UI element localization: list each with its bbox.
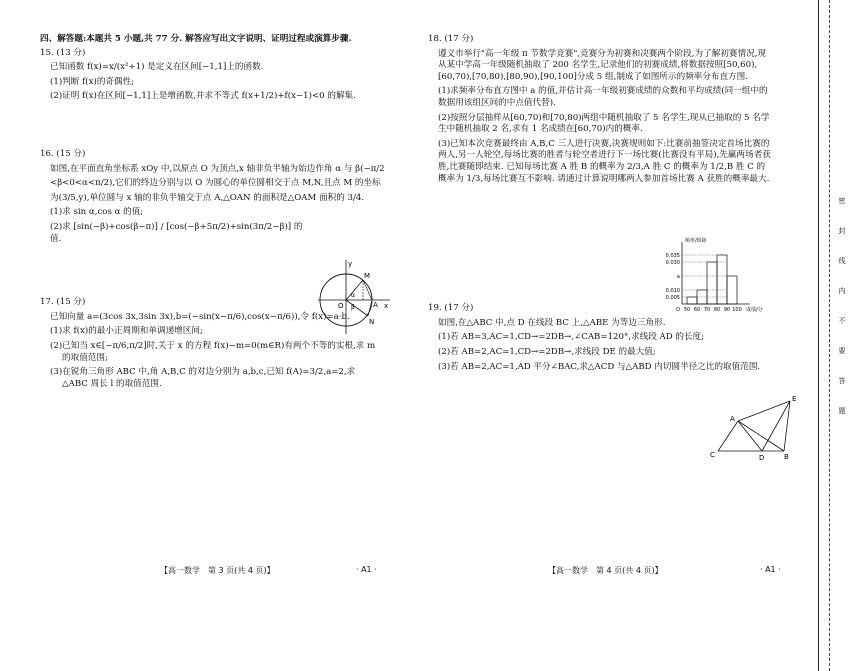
q18-frequency-histogram (642, 236, 792, 316)
q16-stem-line1: 如图,在平面直角坐标系 xOy 中,以原点 O 为顶点,x 轴非负半轴为始边作角 α 与 β(−π/2 (50, 163, 385, 174)
page3-footer-code: · A1 · (356, 565, 377, 574)
q19-part2: (2)若 AB=2,AC=1,CD→=2DB→,求线段 DE 的最大值; (438, 346, 656, 357)
binding-char-7: 答 (838, 377, 846, 385)
q17-stem: 已知向量 a=(3cos 3x,3sin 3x),b=(−sin(x−π/6),cos(x−π/6)),令 f(x)=a·b. (50, 311, 350, 322)
q16-stem-line2: <β<0<α<π/2),它们的终边分别与以 O 为圆心的单位圆相交于点 M,N,且点 M 的坐标 (50, 178, 381, 189)
right-column (428, 34, 773, 373)
q16-stem-line3: 为(3/5,y),单位圆与 x 轴的非负半轴交于点 A,△OAN 的面积是△OAM 面积的 3/4. (50, 192, 365, 203)
fig19-label-d: D (759, 454, 765, 462)
q15-stem: 已知函数 f(x)=x/(x²+1) 是定义在区间[−1,1]上的函数. (50, 62, 264, 73)
left-column (40, 34, 392, 390)
q17-part3-line1: (3)在锐角三角形 ABC 中,角 A,B,C 的对边分别为 a,b,c,已知 f(A)=3/2,a=2,求 (50, 367, 356, 378)
hist-x-axis-label: 成绩/分 (746, 307, 763, 313)
hist-xtick-label-80: 80 (713, 307, 721, 313)
fig19-label-c: C (710, 451, 715, 459)
q16-title: 16. (15 分) (40, 148, 86, 159)
hist-origin-label: O (676, 307, 680, 313)
q18-part3: (3)已知本次竞赛最终由 A,B,C 三人进行决赛,决赛规则如下:比赛前抽签决定首场比赛的两人,另一人轮空,每场比赛的胜者与轮空者进行下一场比赛(比赛没有平局),先赢两场者获胜,比赛随即结束. 已知每场比赛 A 胜 B 的概率为 2/3,A 胜 C 的概率为 1/2,B 胜 C 的概率为 1/3,每场比赛互不影响. 请通过计算说明哪两人参加首场比赛 A 获胜的概率最大. (438, 138, 771, 184)
q17-title: 17. (15 分) (40, 297, 86, 308)
q16-part2: (2)求 [sin(−β)+cos(β−π)] / [cos(−β+5π/2)+sin(3π/2−β)] 的值. (50, 221, 303, 244)
q18-stem: 遵义市举行"高一年级 π 节数学竞赛",竞赛分为初赛和决赛两个阶段,为了解初赛情况,现从某中学高一年级随机抽取了 200 名学生,记录他们的初赛成绩,将数据按照[50,60),[60,70),[70,80),[80,90),[90,100]分成 5 组,制成了如图所示的频率分布直方图. (438, 48, 766, 82)
binding-char-3: 线 (838, 257, 846, 265)
q17-part2-line2: 的取值范围; (62, 352, 108, 363)
q16-part1: (1)求 sin α,cos α 的值; (50, 207, 144, 218)
fig16-label-o: O (338, 302, 344, 310)
fig16-label-y: y (348, 260, 353, 268)
page4-footer-code: · A1 · (760, 565, 781, 574)
q17-part2-line1: (2)已知当 x∈[−π/6,π/2]时,关于 x 的方程 f(x)−m=0(m∈R)有两个不等的实根,求 m (50, 340, 376, 351)
binding-char-4: 内 (838, 287, 846, 295)
hist-xtick-label-50: 50 (683, 307, 691, 313)
hist-xtick-label-60: 60 (693, 307, 701, 313)
q15-part2: (2)证明 f(x)在区间[−1,1]上是增函数,并求不等式 f(x+1/2)+f(x−1)<0 的解集. (50, 91, 356, 102)
q17-part1: (1)求 f(x)的最小正周期和单调递增区间; (50, 326, 203, 337)
q18-part1: (1)求频率分布直方图中 a 的值,并估计高一年级初赛成绩的众数和平均成绩(同一组中的数据用该组区间的中点值代替). (438, 86, 768, 108)
section-header: 四、解答题:本题共 5 小题,共 77 分. 解答应写出文字说明、证明过程或演算步骤. (40, 34, 352, 44)
hist-xtick-label-70: 70 (703, 307, 711, 313)
fig16-label-m: M (364, 272, 371, 280)
fig19-label-e: E (792, 395, 797, 403)
page3-footer: 【高一数学 第 3 页(共 4 页)】 (160, 566, 275, 575)
fig16-label-a: A (373, 301, 378, 309)
binding-char-5: 不 (838, 317, 846, 325)
hist-bar-50 (687, 297, 697, 304)
fig16-label-beta: β (351, 304, 355, 311)
hist-xtick-label-90: 90 (723, 307, 731, 313)
hist-ytick-label-3: 0.010 (665, 288, 680, 294)
q15-title: 15. (13 分) (40, 47, 86, 58)
hist-bar-70 (707, 262, 717, 304)
fig16-label-n: N (369, 318, 375, 326)
hist-ytick-label-0: 0.035 (665, 253, 680, 259)
binding-line-sidebar (818, 0, 860, 671)
fig16-label-x: x (384, 302, 389, 310)
binding-char-8: 题 (838, 407, 846, 415)
q19-part1: (1)若 AB=3,AC=1,CD→=2DB→,∠CAB=120°,求线段 AD 的长度; (438, 332, 705, 343)
q18-part2: (2)按照分层抽样从[60,70)和[70,80)两组中随机抽取了 5 名学生,现从已抽取的 5 名学生中随机抽取 2 名,求有 1 名成绩在[60,70)内的概率. (438, 112, 770, 135)
q19-title: 19. (17 分) (428, 303, 474, 314)
binding-char-2: 封 (838, 227, 846, 235)
binding-dashed-line (829, 0, 830, 671)
hist-y-axis-label: 频率/组距 (685, 238, 707, 244)
q16-unit-circle-figure (316, 258, 392, 336)
q15-part1: (1)判断 f(x)的奇偶性; (50, 76, 135, 87)
binding-char-1: 密 (838, 197, 846, 205)
hist-ytick-label-4: 0.005 (665, 295, 680, 301)
hist-bar-80 (717, 255, 727, 304)
q17-part3-line2: △ABC 周长 l 的取值范围. (62, 378, 162, 389)
q19-part3: (3)若 AB=2,AC=1,AD 平分∠BAC,求△ACD 与△ABD 内切圆半径之比的取值范围. (438, 361, 761, 372)
q19-triangle-figure (706, 393, 802, 465)
fig16-label-alpha: α (351, 292, 355, 299)
page4-footer: 【高一数学 第 4 页(共 4 页)】 (548, 566, 663, 575)
fig19-label-a: A (730, 415, 735, 423)
q19-stem: 如图,在△ABC 中,点 D 在线段 BC 上,△ABE 为等边三角形. (438, 317, 666, 328)
hist-xtick-label-100: 100 (732, 307, 742, 313)
hist-ytick-label-2: a (676, 274, 680, 280)
binding-char-6: 要 (838, 347, 846, 355)
q18-title: 18. (17 分) (428, 34, 474, 44)
hist-ytick-label-1: 0.030 (665, 260, 680, 266)
hist-bar-90 (727, 276, 737, 304)
fig19-label-b: B (784, 453, 789, 461)
